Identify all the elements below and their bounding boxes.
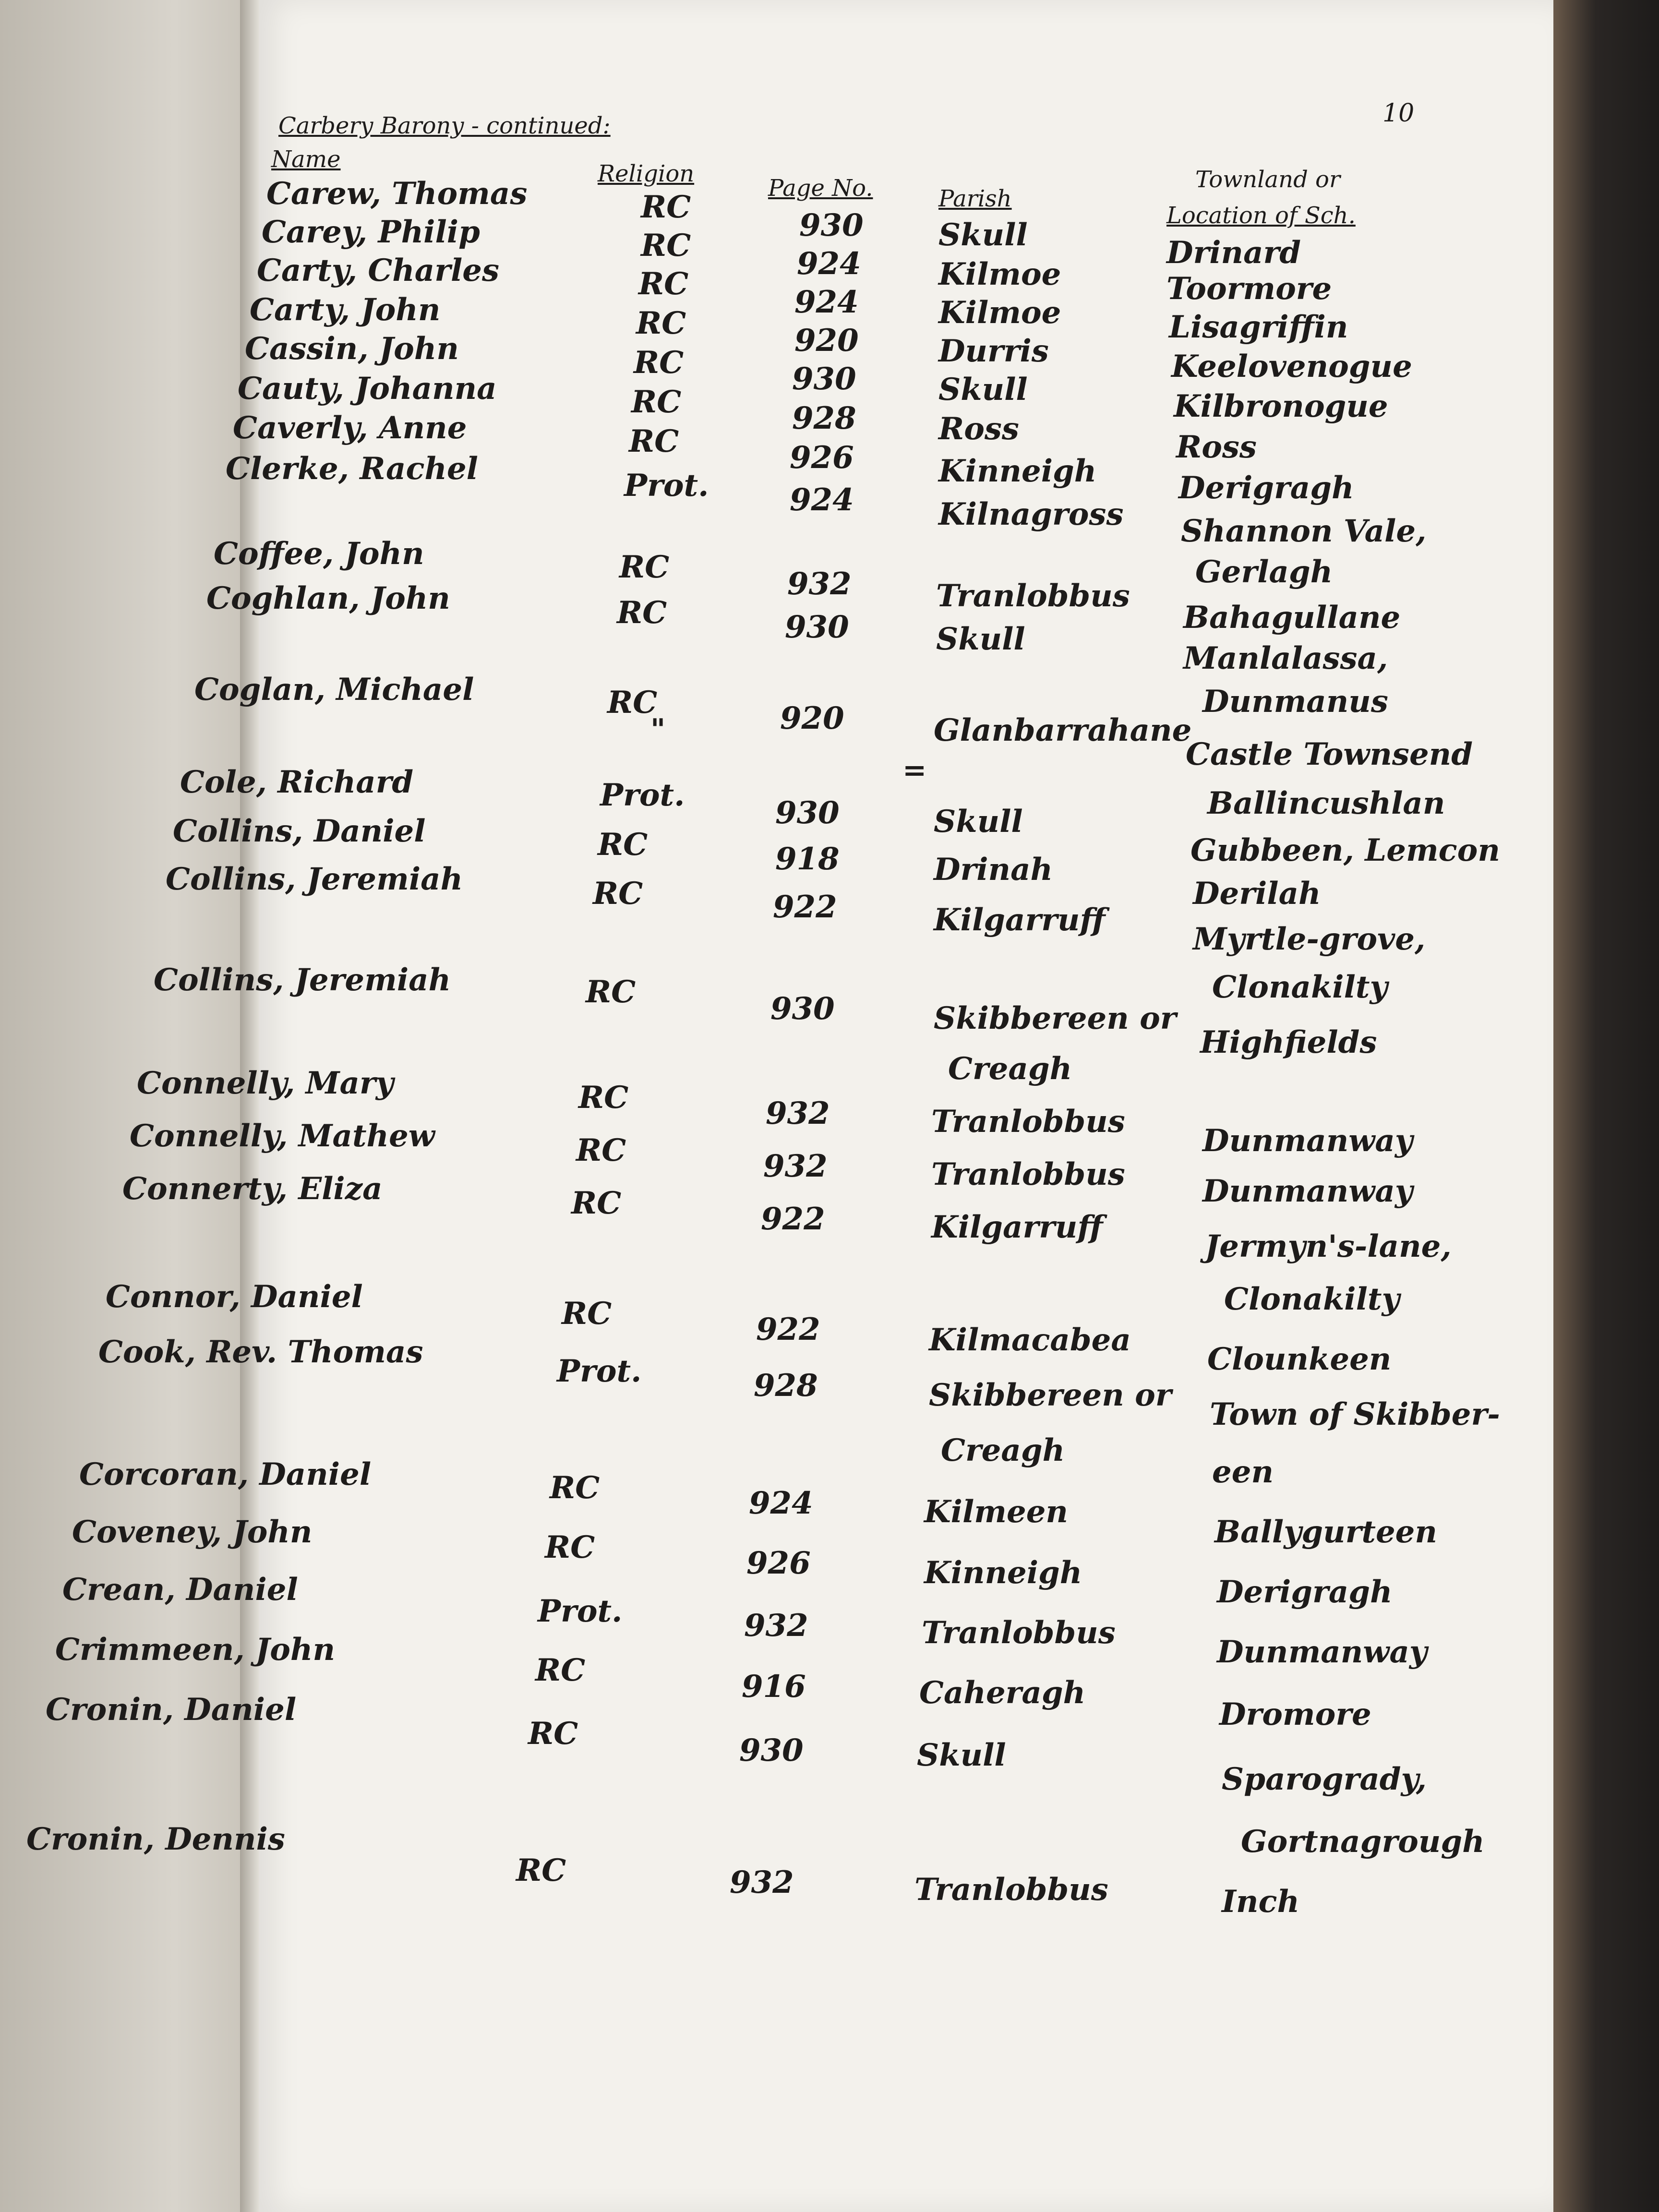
row-parish: Kilgarruff [934,902,1106,938]
row-townland: Keelovenogue [1171,349,1412,385]
row-religion: Prot. [600,777,685,813]
row-name: Corcoran, Daniel [79,1456,372,1492]
row-name: Carty, John [250,292,441,328]
row-parish: Ross [938,411,1019,447]
row-name: Collins, Jeremiah [154,962,451,998]
row-townland: Bahagullane [1183,600,1401,636]
row-page: 930 [770,991,835,1027]
row-name: Carey, Philip [262,214,480,250]
row-name: Connelly, Mary [137,1065,394,1101]
column-header-religion: Religion [598,160,695,187]
row-religion: RC [617,595,667,631]
row-name: Crimmeen, John [55,1632,335,1668]
row-page: 920 [780,700,844,736]
townland-continuation: Clonakilty [1212,969,1388,1005]
row-townland: Jermyn's-lane, [1205,1228,1452,1264]
row-name: Coghlan, John [206,580,450,616]
row-religion: RC [607,685,658,721]
row-townland: Ballincushlan [1207,785,1445,821]
column-header-location: Location of Sch. [1166,202,1356,229]
row-parish: Skibbereen or [929,1377,1172,1413]
row-townland: Clounkeen [1207,1341,1392,1377]
row-parish: Drinah [934,852,1053,888]
row-parish: Kilmacabea [929,1322,1131,1358]
row-religion: RC [593,876,643,912]
row-name: Clerke, Rachel [226,451,478,487]
row-page: 930 [775,795,840,831]
column-header-parish: Parish [938,185,1012,212]
row-page: 924 [794,284,859,320]
row-page: 928 [754,1368,818,1404]
row-religion: RC [619,549,670,585]
column-header-name: Name [271,146,341,173]
row-parish: Kinneigh [924,1555,1082,1591]
townland-continuation: Clonakilty [1224,1281,1400,1317]
townland-continuation: Dunmanus [1202,684,1388,720]
row-name: Cronin, Daniel [46,1692,297,1728]
row-religion: Prot. [624,468,709,504]
book-cover-edge [1553,0,1659,2212]
row-religion: RC [545,1529,595,1565]
row-parish: Glanbarrahane [934,712,1192,748]
row-religion: RC [629,423,679,459]
row-townland: Myrtle-grove, [1193,921,1426,957]
row-parish: Skibbereen or [934,1000,1177,1036]
townland-continuation: Gortnagrough [1241,1824,1485,1860]
row-townland: Drinard [1166,235,1301,271]
row-page: 932 [787,566,852,602]
row-religion: RC [634,345,684,381]
row-townland: Town of Skibber- [1210,1396,1500,1432]
row-page: 930 [799,207,864,243]
row-page: 922 [773,889,837,925]
townland-continuation: Gerlagh [1195,554,1333,590]
row-religion: RC [535,1652,586,1688]
townland-continuation: Inch [1222,1884,1299,1920]
row-page: 918 [775,841,840,877]
row-parish: Tranlobbus [931,1104,1125,1140]
row-townland: Manlalassa, [1183,640,1388,676]
page-title: Carbery Barony - continued: [278,112,611,139]
column-header-page: Page No. [768,175,873,202]
row-parish: Caheragh [919,1675,1086,1711]
row-parish: Tranlobbus [936,578,1130,614]
townland-continuation: een [1212,1454,1274,1490]
row-religion: RC [516,1852,566,1888]
row-parish: Skull [934,804,1023,840]
row-religion: RC [598,827,648,863]
row-parish: Kilmoe [938,295,1061,331]
row-name: Connerty, Eliza [122,1171,383,1207]
row-name: Cassin, John [245,331,459,367]
row-name: Collins, Daniel [173,813,426,849]
row-religion: Prot. [557,1353,642,1389]
row-parish: Durris [938,333,1049,369]
row-townland: Ballygurteen [1214,1514,1437,1550]
row-page: 916 [742,1669,806,1705]
row-name: Coglan, Michael [194,672,474,708]
row-parish: Tranlobbus [931,1156,1125,1192]
row-townland: Lisagriffin [1169,309,1348,345]
row-page: 924 [749,1485,813,1521]
row-religion: RC [631,384,682,420]
row-townland: Shannon Vale, [1181,513,1427,549]
row-townland: Dunmanway [1202,1123,1413,1159]
row-page: 932 [730,1864,794,1900]
row-page: 920 [794,323,859,359]
row-religion: RC [638,266,689,302]
row-page: 930 [739,1732,804,1768]
row-religion: RC [576,1132,626,1168]
row-religion: RC [550,1470,600,1506]
row-page: 930 [785,609,849,645]
row-page: 922 [756,1311,820,1347]
row-name: Connelly, Mathew [130,1118,435,1154]
row-townland: Derigragh [1217,1574,1393,1610]
row-parish: Kilmoe [938,256,1061,292]
row-parish: Kilnagross [938,496,1124,532]
row-page: 930 [792,361,856,397]
row-townland: Dunmanway [1202,1173,1413,1209]
row-parish: Kilgarruff [931,1209,1103,1245]
row-name: Cronin, Dennis [26,1821,285,1857]
row-religion: RC [636,305,686,341]
row-townland: Toormore [1166,271,1332,307]
row-religion: RC [578,1080,629,1116]
row-townland: Ross [1176,429,1257,465]
row-parish: Skull [917,1737,1006,1773]
row-name: Coffee, John [214,536,424,572]
row-religion: RC [562,1296,612,1332]
row-religion: Prot. [538,1593,623,1629]
row-parish: Skull [938,217,1028,253]
row-religion: RC [571,1185,622,1221]
row-page: 932 [763,1148,828,1184]
page-number: 10 [1382,99,1415,128]
row-parish: Kilmeen [924,1494,1068,1530]
row-page: 926 [746,1545,811,1581]
parish-continuation: Creagh [941,1432,1065,1468]
equals-mark: = [902,754,927,787]
row-name: Cook, Rev. Thomas [98,1334,423,1370]
row-religion: RC [586,974,636,1010]
row-name: Caverly, Anne [233,410,467,446]
row-name: Coveney, John [72,1514,313,1550]
row-name: Cauty, Johanna [238,371,497,407]
row-townland: Kilbronogue [1174,388,1388,424]
row-townland: Castle Townsend [1186,736,1473,772]
ditto-mark: " [650,713,666,746]
row-religion: RC [528,1716,578,1752]
parish-continuation: Creagh [948,1051,1072,1087]
row-page: 926 [790,440,854,476]
row-name: Cole, Richard [180,764,414,800]
row-name: Carty, Charles [257,252,500,289]
row-religion: RC [641,228,691,264]
row-name: Connor, Daniel [106,1279,363,1315]
row-name: Collins, Jeremiah [166,861,463,897]
facing-page [0,0,250,2212]
row-townland: Derigragh [1178,470,1354,506]
row-religion: RC [641,189,691,225]
row-townland: Derilah [1193,876,1321,912]
row-parish: Kinneigh [938,453,1097,489]
row-name: Crean, Daniel [62,1572,298,1608]
row-page: 924 [797,246,861,282]
row-parish: Skull [938,372,1028,408]
row-parish: Skull [936,621,1025,657]
row-name: Carew, Thomas [266,176,528,212]
row-townland: Sparogrady, [1222,1761,1427,1797]
row-page: 932 [766,1095,830,1131]
row-townland: Highfields [1200,1024,1377,1060]
row-page: 932 [744,1608,808,1644]
column-header-townland: Townland or [1195,166,1340,193]
row-townland: Gubbeen, Lemcon [1190,832,1500,868]
row-page: 928 [792,400,856,436]
row-townland: Dunmanway [1217,1634,1428,1670]
row-page: 922 [761,1201,825,1237]
row-parish: Tranlobbus [922,1615,1116,1651]
row-page: 924 [790,482,854,518]
row-parish: Tranlobbus [914,1872,1108,1908]
row-townland: Dromore [1219,1696,1371,1732]
